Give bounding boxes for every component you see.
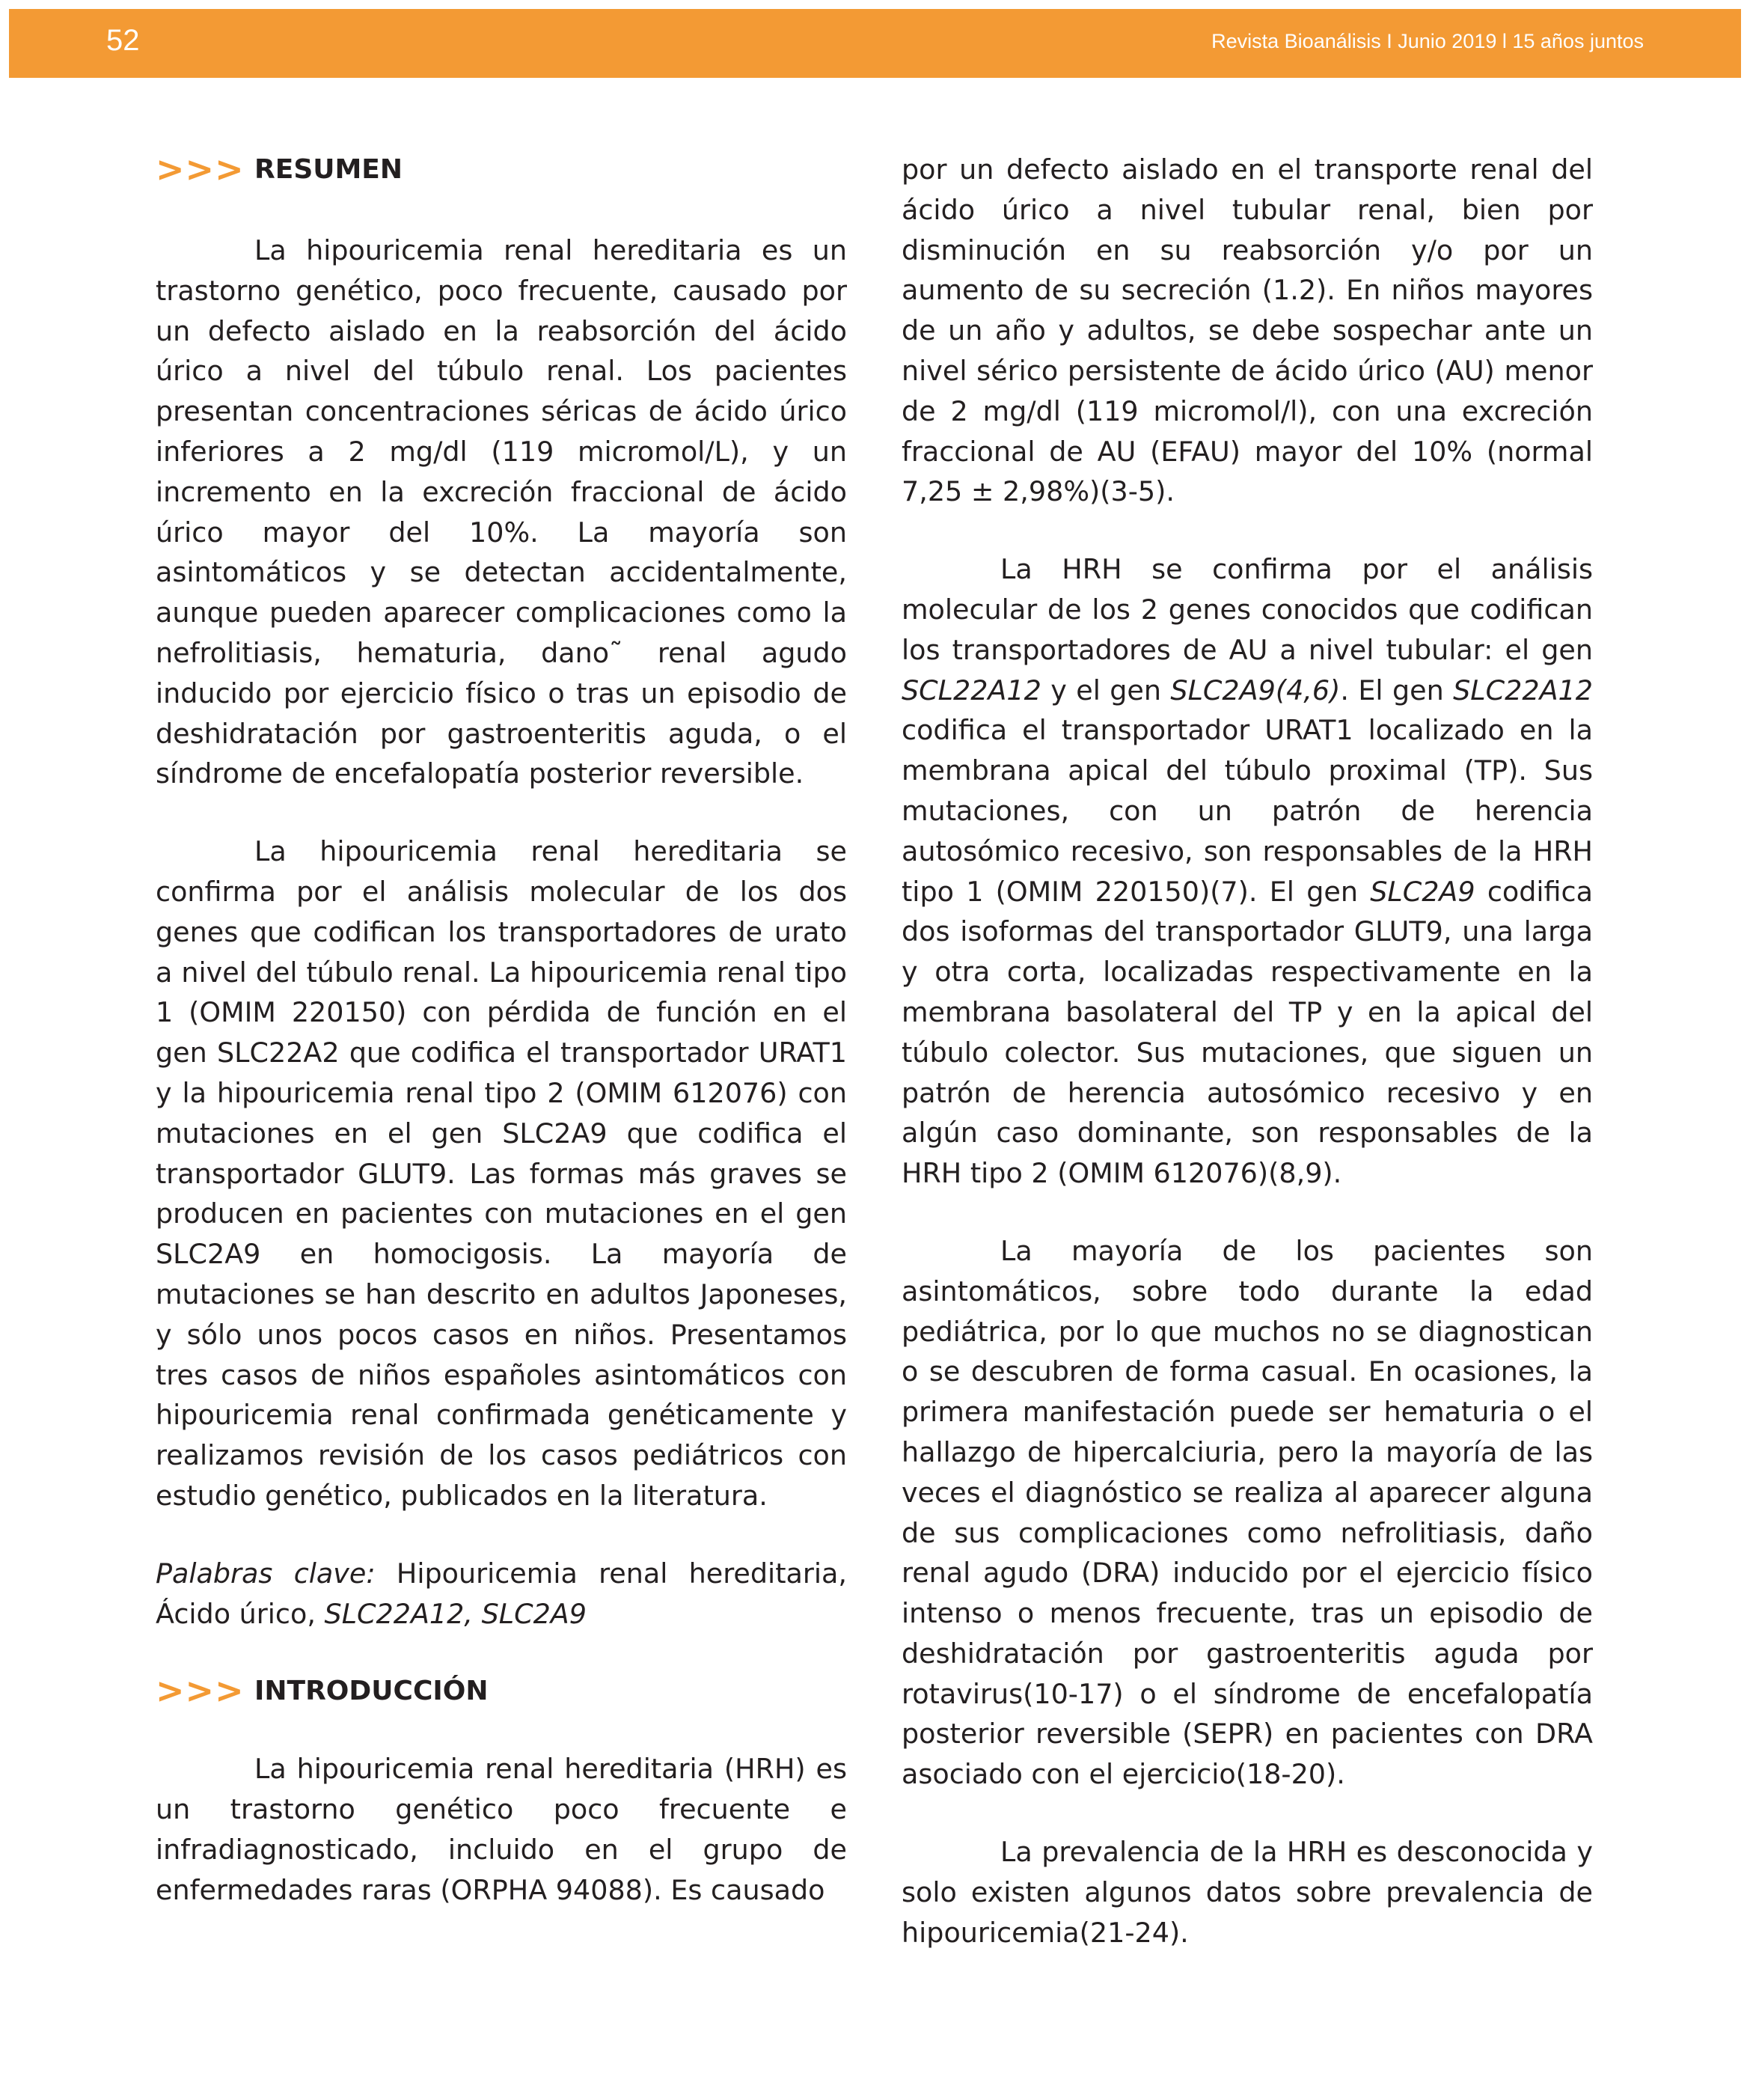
gene-slc22a12: SLC22A12 (1453, 674, 1593, 706)
right-paragraph-2 (902, 549, 1593, 1194)
p2-text-c: . El gen (1340, 674, 1454, 706)
keywords-label: Palabras clave: (156, 1557, 376, 1590)
keywords (156, 1554, 847, 1634)
resumen-heading-text: RESUMEN (254, 154, 403, 186)
intro-heading-text: INTRODUCCIÓN (254, 1676, 489, 1707)
left-column (156, 150, 847, 1910)
right-paragraph-4: La prevalencia de la HRH es desconocida y solo existen algunos datos sobre prevalencia de hipouricemia(21-24). (902, 1836, 1593, 1949)
resumen-heading (156, 150, 847, 190)
page-number: 52 (106, 24, 140, 57)
chevron-arrows-icon: >>> (156, 149, 245, 190)
keywords-genes: SLC22A12, SLC2A9 (324, 1597, 587, 1630)
right-paragraph-1: por un defecto aislado en el transporte renal del ácido úrico a nivel tubular renal, bien por disminución en su reabsorción y/o por un aumento de su secreción (1.2). En niños mayores de un año y adultos, se debe sospechar ante un nivel sérico persistente de ácido úrico (AU) menor de 2 mg/dl (119 micromol/l), con una excreción fraccional de AU (EFAU) mayor del 10% (normal 7,25 ± 2,98%)(3-5). (902, 153, 1593, 508)
p2-text-e: codifica dos isoformas del transportador GLUT9, una larga y otra corta, localizadas respectivamente en la membrana basolateral del TP y en la apical del túbulo colector. Sus mutaciones, que siguen un patrón de herencia autosómico recesivo y en algún caso dominante, son responsables de la HRH tipo 2 (OMIM 612076)(8,9). (902, 875, 1593, 1190)
p2-text-d: codifica el transportador URAT1 localizado en la membrana apical del túbulo proximal (TP). Sus mutaciones, con un patrón de herencia autosómico recesivo, son responsables de la HRH tipo 1 (OMIM 220150)(7). El gen (902, 714, 1593, 908)
right-paragraph-3: La mayoría de los pacientes son asintomáticos, sobre todo durante la edad pediátrica, por lo que muchos no se diagnostican o se descubren de forma casual. En ocasiones, la primera manifestación puede ser hematuria o el hallazgo de hipercalciuria, pero la mayoría de las veces el diagnóstico se realiza al aparecer alguna de sus complicaciones como nefrolitiasis, daño renal agudo (DRA) inducido por el ejercicio físico intenso o menos frecuente, tras un episodio de deshidratación por gastroenteritis aguda por rotavirus(10-17) o el síndrome de encefalopatía posterior reversible (SEPR) en pacientes con DRA asociado con el ejercicio(18-20). (902, 1234, 1593, 1791)
p2-text-b: y el gen (1041, 674, 1171, 706)
keywords-text: Hipouricemia renal hereditaria, Ácido úrico, (156, 1557, 847, 1630)
resumen-paragraph-1: La hipouricemia renal hereditaria es un trastorno genético, poco frecuente, causado por un defecto aislado en la reabsorción del ácido úrico a nivel del túbulo renal. Los pacientes presentan concentraciones séricas de ácido úrico inferiores a 2 mg/dl (119 micromol/L), y un incremento en la excreción fraccional de ácido úrico mayor del 10%. La mayoría son asintomáticos y se detectan accidentalmente, aunque pueden aparecer complicaciones como la nefrolitiasis, hematuria, dano˜ renal agudo inducido por ejercicio físico o tras un episodio de deshidratación por gastroenteritis aguda, o el síndrome de encefalopatía posterior reversible. (156, 234, 847, 790)
chevron-arrows-icon: >>> (156, 1670, 245, 1712)
resumen-paragraph-2: La hipouricemia renal hereditaria se confirma por el análisis molecular de los dos genes que codifican los transportadores de urato a nivel del túbulo renal. La hipouricemia renal tipo 1 (OMIM 220150) con pérdida de función en el gen SLC22A2 que codifica el transportador URAT1 y la hipouricemia renal tipo 2 (OMIM 612076) con mutaciones en el gen SLC2A9 que codifica el transportador GLUT9. Las formas más graves se producen en pacientes con mutaciones en el gen SLC2A9 en homocigosis. La mayoría de mutaciones se han descrito en adultos Japoneses, y sólo unos pocos casos en niños. Presentamos tres casos de niños españoles asintomáticos con hipouricemia renal confirmada genéticamente y realizamos revisión de los casos pediátricos con estudio genético, publicados en la literatura. (156, 835, 847, 1512)
p2-text-a: La HRH se confirma por el análisis molecular de los 2 genes conocidos que codifican los transportadores de AU a nivel tubular: el gen (902, 553, 1593, 666)
intro-heading (156, 1671, 847, 1712)
gene-slc2a9-ref: SLC2A9(4,6) (1170, 674, 1341, 706)
header-bar (9, 9, 1741, 78)
gene-slc2a9: SLC2A9 (1370, 875, 1475, 908)
right-column (902, 150, 1593, 1953)
intro-paragraph-1: La hipouricemia renal hereditaria (HRH) es un trastorno genético poco frecuente e infradiagnosticado, incluido en el grupo de enfermedades raras (ORPHA 94088). Es causado (156, 1753, 847, 1906)
journal-title: Revista Bioanálisis I Junio 2019 l 15 años juntos (1211, 30, 1644, 52)
gene-scl22a12: SCL22A12 (902, 674, 1041, 706)
